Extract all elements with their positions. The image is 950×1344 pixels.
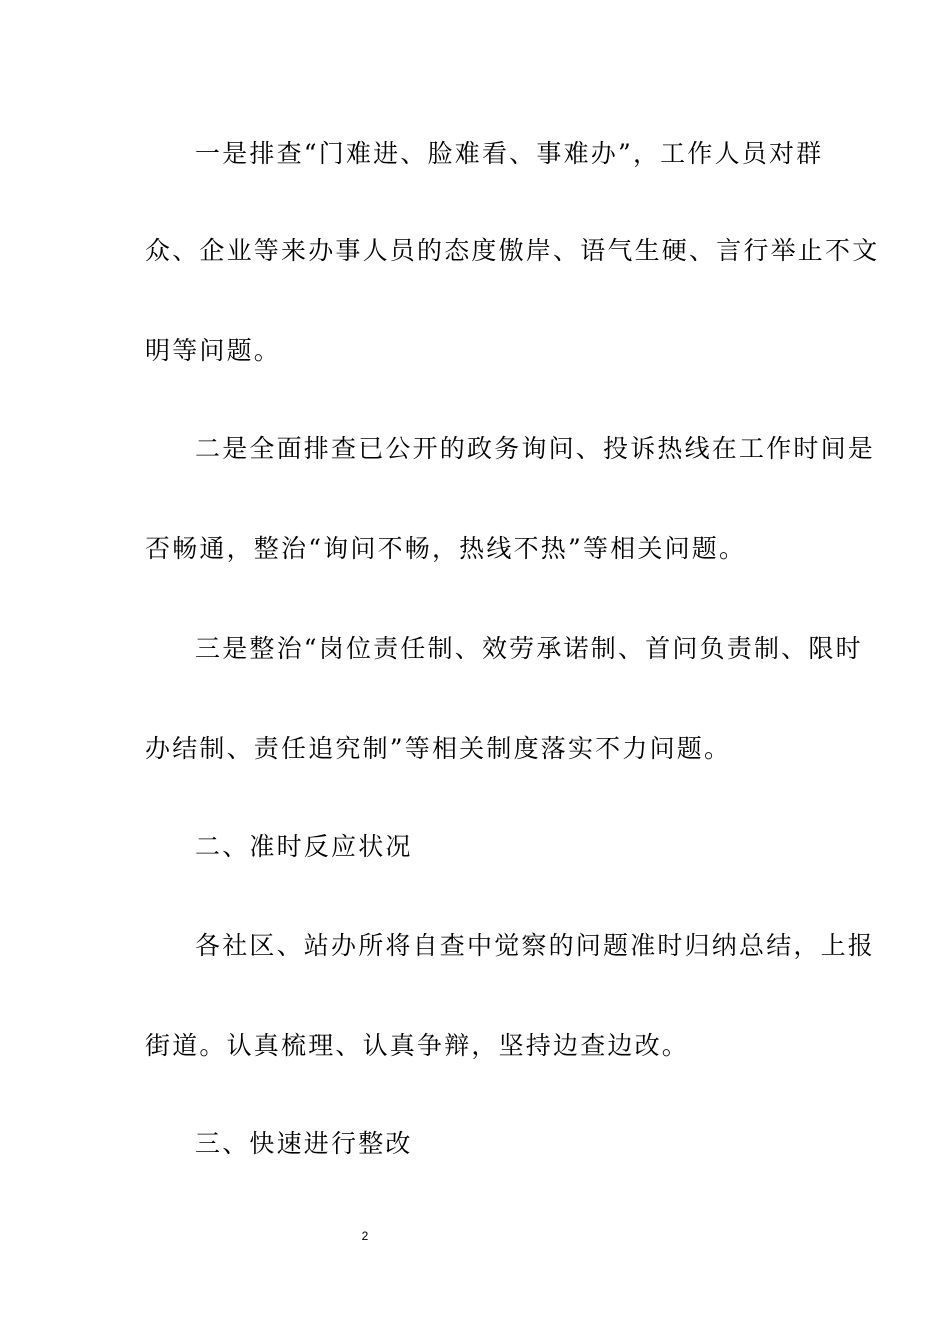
paragraph-3-line-2: 办结制、责任追究制”等相关制度落实不力问题。 bbox=[145, 734, 732, 763]
paragraph-3-line-1: 三是整治“岗位责任制、效劳承诺制、首问负责制、限时 bbox=[195, 634, 863, 663]
paragraph-4-line-2: 街道。认真梳理、认真争辩，坚持边查边改。 bbox=[145, 1031, 690, 1060]
paragraph-1-line-1: 一是排查“门难进、脸难看、事难办”，工作人员对群 bbox=[195, 139, 824, 168]
page-number: 2 bbox=[361, 1229, 369, 1243]
section-heading-3: 三、快速进行整改 bbox=[195, 1129, 413, 1158]
paragraph-4-line-1: 各社区、站办所将自查中觉察的问题准时归纳总结，上报 bbox=[195, 931, 876, 960]
section-heading-2: 二、准时反应状况 bbox=[195, 832, 413, 861]
paragraph-2-line-1: 二是全面排查已公开的政务询问、投诉热线在工作时间是 bbox=[195, 434, 876, 463]
paragraph-1-line-3: 明等问题。 bbox=[145, 336, 282, 365]
paragraph-1-line-2: 众、企业等来办事人员的态度傲岸、语气生硬、言行举止不文 bbox=[145, 236, 880, 265]
paragraph-2-line-2: 否畅通，整治“询问不畅，热线不热”等相关问题。 bbox=[145, 534, 747, 563]
